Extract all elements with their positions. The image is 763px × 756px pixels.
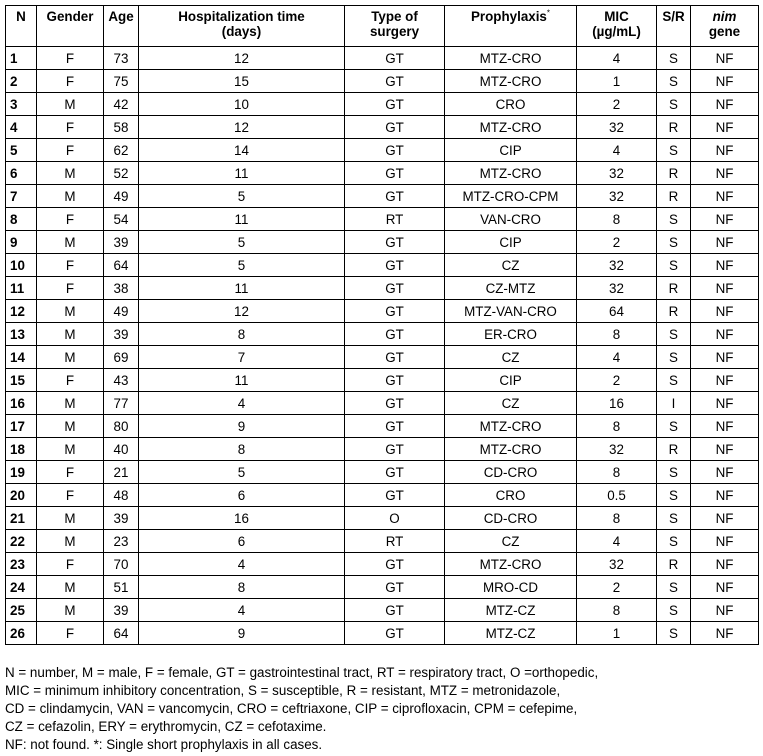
cell-n: 24	[6, 576, 37, 599]
cell-mic: 4	[577, 346, 657, 369]
cell-gender: F	[37, 70, 104, 93]
cell-mic: 8	[577, 599, 657, 622]
cell-mic: 0.5	[577, 484, 657, 507]
cell-type-of-surgery: GT	[345, 139, 445, 162]
table-row	[6, 392, 759, 415]
cell-n: 13	[6, 323, 37, 346]
header-hospitalization-line2: (days)	[221, 24, 262, 39]
cell-n: 19	[6, 461, 37, 484]
cell-sr: S	[657, 70, 691, 93]
cell-mic: 8	[577, 323, 657, 346]
cell-gender: M	[37, 438, 104, 461]
cell-gender: M	[37, 415, 104, 438]
cell-n: 11	[6, 277, 37, 300]
table-row	[6, 277, 759, 300]
cell-sr: S	[657, 93, 691, 116]
header-n: N	[6, 6, 37, 47]
cell-type-of-surgery: GT	[345, 231, 445, 254]
cell-type-of-surgery: GT	[345, 162, 445, 185]
cell-prophylaxis: MTZ-CRO	[445, 553, 577, 576]
table-footnotes	[5, 664, 758, 754]
cell-prophylaxis: MTZ-CRO	[445, 70, 577, 93]
cell-nim-gene: NF	[691, 70, 759, 93]
cell-age: 54	[104, 208, 139, 231]
cell-type-of-surgery: GT	[345, 254, 445, 277]
cell-nim-gene: NF	[691, 47, 759, 70]
cell-hospitalization-time: 9	[139, 415, 345, 438]
table-row	[6, 139, 759, 162]
cell-mic: 2	[577, 369, 657, 392]
header-surgery-line1: Type of	[371, 9, 418, 24]
cell-prophylaxis: CRO	[445, 93, 577, 116]
cell-nim-gene: NF	[691, 93, 759, 116]
cell-type-of-surgery: GT	[345, 323, 445, 346]
header-nim-line2: gene	[708, 24, 741, 39]
cell-type-of-surgery: GT	[345, 392, 445, 415]
table-row	[6, 185, 759, 208]
cell-prophylaxis: CZ-MTZ	[445, 277, 577, 300]
cell-prophylaxis: CD-CRO	[445, 461, 577, 484]
cell-n: 10	[6, 254, 37, 277]
table-row	[6, 116, 759, 139]
header-type-of-surgery	[345, 6, 445, 47]
cell-n: 23	[6, 553, 37, 576]
cell-n: 22	[6, 530, 37, 553]
cell-age: 73	[104, 47, 139, 70]
cell-nim-gene: NF	[691, 461, 759, 484]
cell-mic: 8	[577, 461, 657, 484]
cell-mic: 4	[577, 139, 657, 162]
cell-type-of-surgery: RT	[345, 530, 445, 553]
cell-nim-gene: NF	[691, 553, 759, 576]
table-row	[6, 70, 759, 93]
cell-nim-gene: NF	[691, 208, 759, 231]
footnote-line: CZ = cefazolin, ERY = erythromycin, CZ = cefotaxime.	[5, 719, 327, 734]
cell-n: 21	[6, 507, 37, 530]
header-mic-line1: MIC	[604, 9, 629, 24]
cell-age: 75	[104, 70, 139, 93]
cell-sr: S	[657, 576, 691, 599]
table-row	[6, 208, 759, 231]
cell-prophylaxis: MTZ-CZ	[445, 622, 577, 645]
cell-nim-gene: NF	[691, 254, 759, 277]
cell-n: 17	[6, 415, 37, 438]
cell-sr: S	[657, 415, 691, 438]
cell-mic: 32	[577, 553, 657, 576]
cell-age: 52	[104, 162, 139, 185]
cell-mic: 32	[577, 162, 657, 185]
cell-age: 49	[104, 300, 139, 323]
table-row	[6, 346, 759, 369]
cell-sr: R	[657, 116, 691, 139]
cell-age: 23	[104, 530, 139, 553]
cell-type-of-surgery: GT	[345, 553, 445, 576]
cell-hospitalization-time: 8	[139, 576, 345, 599]
cell-age: 39	[104, 231, 139, 254]
header-sr: S/R	[657, 6, 691, 47]
cell-n: 6	[6, 162, 37, 185]
cell-age: 38	[104, 277, 139, 300]
cell-type-of-surgery: GT	[345, 346, 445, 369]
header-mic-line2: (µg/mL)	[592, 24, 641, 39]
cell-hospitalization-time: 11	[139, 208, 345, 231]
cell-hospitalization-time: 8	[139, 438, 345, 461]
cell-gender: M	[37, 93, 104, 116]
cell-mic: 32	[577, 254, 657, 277]
patients-table	[5, 5, 759, 645]
cell-sr: S	[657, 484, 691, 507]
cell-mic: 32	[577, 185, 657, 208]
cell-age: 49	[104, 185, 139, 208]
cell-sr: R	[657, 277, 691, 300]
cell-hospitalization-time: 15	[139, 70, 345, 93]
cell-age: 70	[104, 553, 139, 576]
cell-hospitalization-time: 12	[139, 300, 345, 323]
cell-hospitalization-time: 9	[139, 622, 345, 645]
cell-hospitalization-time: 7	[139, 346, 345, 369]
cell-gender: M	[37, 300, 104, 323]
cell-nim-gene: NF	[691, 507, 759, 530]
cell-nim-gene: NF	[691, 231, 759, 254]
header-surgery-line2: surgery	[369, 24, 420, 39]
cell-nim-gene: NF	[691, 185, 759, 208]
cell-mic: 32	[577, 277, 657, 300]
cell-sr: R	[657, 438, 691, 461]
table-body	[6, 47, 759, 645]
table-row	[6, 162, 759, 185]
cell-prophylaxis: MTZ-VAN-CRO	[445, 300, 577, 323]
cell-hospitalization-time: 10	[139, 93, 345, 116]
header-hospitalization-time	[139, 6, 345, 47]
cell-type-of-surgery: GT	[345, 438, 445, 461]
cell-gender: F	[37, 116, 104, 139]
table-row	[6, 530, 759, 553]
cell-nim-gene: NF	[691, 369, 759, 392]
cell-sr: R	[657, 185, 691, 208]
cell-prophylaxis: MTZ-CRO	[445, 47, 577, 70]
cell-type-of-surgery: GT	[345, 415, 445, 438]
table-row	[6, 93, 759, 116]
cell-age: 80	[104, 415, 139, 438]
cell-sr: S	[657, 622, 691, 645]
cell-sr: S	[657, 139, 691, 162]
cell-type-of-surgery: GT	[345, 622, 445, 645]
cell-age: 62	[104, 139, 139, 162]
cell-hospitalization-time: 11	[139, 162, 345, 185]
cell-sr: I	[657, 392, 691, 415]
cell-prophylaxis: MRO-CD	[445, 576, 577, 599]
cell-gender: F	[37, 47, 104, 70]
cell-age: 77	[104, 392, 139, 415]
cell-nim-gene: NF	[691, 346, 759, 369]
cell-prophylaxis: CZ	[445, 254, 577, 277]
cell-age: 64	[104, 254, 139, 277]
cell-n: 7	[6, 185, 37, 208]
cell-gender: M	[37, 231, 104, 254]
cell-type-of-surgery: GT	[345, 93, 445, 116]
cell-hospitalization-time: 12	[139, 47, 345, 70]
cell-type-of-surgery: RT	[345, 208, 445, 231]
cell-prophylaxis: CZ	[445, 392, 577, 415]
cell-age: 39	[104, 323, 139, 346]
table-row	[6, 553, 759, 576]
cell-hospitalization-time: 5	[139, 254, 345, 277]
cell-gender: M	[37, 185, 104, 208]
table-row	[6, 622, 759, 645]
cell-prophylaxis: CIP	[445, 139, 577, 162]
cell-gender: M	[37, 392, 104, 415]
cell-hospitalization-time: 5	[139, 461, 345, 484]
cell-prophylaxis: CZ	[445, 346, 577, 369]
cell-hospitalization-time: 4	[139, 553, 345, 576]
cell-nim-gene: NF	[691, 300, 759, 323]
table-row	[6, 415, 759, 438]
cell-hospitalization-time: 11	[139, 369, 345, 392]
table-row	[6, 576, 759, 599]
cell-type-of-surgery: GT	[345, 70, 445, 93]
cell-hospitalization-time: 4	[139, 392, 345, 415]
table-row	[6, 507, 759, 530]
cell-nim-gene: NF	[691, 323, 759, 346]
header-prophylaxis-superscript: *	[546, 8, 551, 18]
cell-hospitalization-time: 6	[139, 530, 345, 553]
table-row	[6, 484, 759, 507]
header-prophylaxis	[445, 6, 577, 47]
cell-n: 26	[6, 622, 37, 645]
cell-n: 3	[6, 93, 37, 116]
cell-type-of-surgery: GT	[345, 300, 445, 323]
cell-nim-gene: NF	[691, 438, 759, 461]
footnote-line: MIC = minimum inhibitory concentration, S = susceptible, R = resistant, MTZ = metronidazole,	[5, 683, 561, 698]
table-row	[6, 47, 759, 70]
cell-type-of-surgery: GT	[345, 47, 445, 70]
cell-sr: S	[657, 323, 691, 346]
cell-prophylaxis: ER-CRO	[445, 323, 577, 346]
cell-sr: R	[657, 553, 691, 576]
table-row	[6, 461, 759, 484]
cell-sr: S	[657, 47, 691, 70]
cell-prophylaxis: MTZ-CRO	[445, 438, 577, 461]
cell-mic: 2	[577, 93, 657, 116]
cell-mic: 8	[577, 208, 657, 231]
table-row	[6, 369, 759, 392]
cell-gender: F	[37, 369, 104, 392]
cell-n: 12	[6, 300, 37, 323]
cell-sr: S	[657, 231, 691, 254]
cell-hospitalization-time: 6	[139, 484, 345, 507]
header-mic	[577, 6, 657, 47]
cell-prophylaxis: VAN-CRO	[445, 208, 577, 231]
cell-age: 21	[104, 461, 139, 484]
cell-mic: 32	[577, 116, 657, 139]
cell-mic: 8	[577, 507, 657, 530]
header-hospitalization-line1: Hospitalization time	[178, 9, 305, 24]
cell-hospitalization-time: 5	[139, 231, 345, 254]
cell-sr: R	[657, 300, 691, 323]
cell-n: 20	[6, 484, 37, 507]
cell-gender: F	[37, 139, 104, 162]
cell-age: 64	[104, 622, 139, 645]
cell-age: 39	[104, 599, 139, 622]
footnote-line: N = number, M = male, F = female, GT = gastrointestinal tract, RT = respiratory tract, O =orthopedic,	[5, 665, 599, 680]
cell-sr: S	[657, 599, 691, 622]
cell-nim-gene: NF	[691, 162, 759, 185]
cell-gender: M	[37, 323, 104, 346]
cell-type-of-surgery: GT	[345, 185, 445, 208]
cell-age: 43	[104, 369, 139, 392]
cell-gender: F	[37, 254, 104, 277]
cell-mic: 16	[577, 392, 657, 415]
cell-nim-gene: NF	[691, 484, 759, 507]
cell-prophylaxis: CRO	[445, 484, 577, 507]
header-nim-line1: nim	[712, 9, 737, 24]
cell-hospitalization-time: 4	[139, 599, 345, 622]
cell-gender: F	[37, 553, 104, 576]
cell-gender: M	[37, 576, 104, 599]
cell-mic: 32	[577, 438, 657, 461]
cell-type-of-surgery: GT	[345, 599, 445, 622]
cell-nim-gene: NF	[691, 599, 759, 622]
cell-n: 1	[6, 47, 37, 70]
cell-nim-gene: NF	[691, 415, 759, 438]
cell-prophylaxis: MTZ-CRO	[445, 116, 577, 139]
cell-sr: S	[657, 369, 691, 392]
cell-type-of-surgery: GT	[345, 116, 445, 139]
header-gender: Gender	[37, 6, 104, 47]
cell-age: 69	[104, 346, 139, 369]
cell-nim-gene: NF	[691, 576, 759, 599]
cell-nim-gene: NF	[691, 392, 759, 415]
cell-age: 48	[104, 484, 139, 507]
cell-age: 40	[104, 438, 139, 461]
cell-n: 15	[6, 369, 37, 392]
cell-mic: 2	[577, 231, 657, 254]
cell-type-of-surgery: GT	[345, 369, 445, 392]
cell-mic: 1	[577, 70, 657, 93]
cell-prophylaxis: CIP	[445, 369, 577, 392]
cell-n: 18	[6, 438, 37, 461]
cell-n: 16	[6, 392, 37, 415]
cell-type-of-surgery: GT	[345, 484, 445, 507]
cell-type-of-surgery: GT	[345, 277, 445, 300]
footnote-line: NF: not found. *: Single short prophylaxis in all cases.	[5, 737, 323, 752]
cell-gender: M	[37, 162, 104, 185]
table-row	[6, 438, 759, 461]
cell-age: 51	[104, 576, 139, 599]
cell-prophylaxis: MTZ-CZ	[445, 599, 577, 622]
cell-hospitalization-time: 12	[139, 116, 345, 139]
cell-sr: S	[657, 254, 691, 277]
cell-type-of-surgery: GT	[345, 576, 445, 599]
cell-n: 4	[6, 116, 37, 139]
cell-gender: F	[37, 484, 104, 507]
cell-gender: F	[37, 622, 104, 645]
cell-n: 5	[6, 139, 37, 162]
table-row	[6, 599, 759, 622]
cell-mic: 1	[577, 622, 657, 645]
cell-mic: 64	[577, 300, 657, 323]
cell-nim-gene: NF	[691, 530, 759, 553]
cell-mic: 4	[577, 47, 657, 70]
cell-type-of-surgery: O	[345, 507, 445, 530]
header-age: Age	[104, 6, 139, 47]
cell-prophylaxis: MTZ-CRO	[445, 415, 577, 438]
cell-sr: S	[657, 208, 691, 231]
cell-hospitalization-time: 16	[139, 507, 345, 530]
cell-prophylaxis: MTZ-CRO-CPM	[445, 185, 577, 208]
cell-sr: R	[657, 162, 691, 185]
cell-n: 9	[6, 231, 37, 254]
cell-gender: M	[37, 507, 104, 530]
cell-gender: M	[37, 530, 104, 553]
cell-hospitalization-time: 5	[139, 185, 345, 208]
cell-sr: S	[657, 346, 691, 369]
cell-n: 2	[6, 70, 37, 93]
cell-gender: F	[37, 461, 104, 484]
cell-hospitalization-time: 8	[139, 323, 345, 346]
table-row	[6, 323, 759, 346]
cell-mic: 8	[577, 415, 657, 438]
cell-sr: S	[657, 530, 691, 553]
footnote-line: CD = clindamycin, VAN = vancomycin, CRO = ceftriaxone, CIP = ciprofloxacin, CPM = cefepime,	[5, 701, 578, 716]
cell-mic: 2	[577, 576, 657, 599]
table-header-row	[6, 6, 759, 47]
cell-gender: F	[37, 208, 104, 231]
cell-gender: M	[37, 599, 104, 622]
cell-n: 14	[6, 346, 37, 369]
cell-nim-gene: NF	[691, 139, 759, 162]
cell-prophylaxis: CZ	[445, 530, 577, 553]
cell-n: 25	[6, 599, 37, 622]
cell-sr: S	[657, 461, 691, 484]
table-row	[6, 254, 759, 277]
cell-age: 42	[104, 93, 139, 116]
cell-gender: M	[37, 346, 104, 369]
cell-type-of-surgery: GT	[345, 461, 445, 484]
cell-nim-gene: NF	[691, 116, 759, 139]
cell-sr: S	[657, 507, 691, 530]
table-row	[6, 300, 759, 323]
table-row	[6, 231, 759, 254]
cell-age: 58	[104, 116, 139, 139]
cell-age: 39	[104, 507, 139, 530]
cell-prophylaxis: CIP	[445, 231, 577, 254]
header-nim-gene	[691, 6, 759, 47]
cell-mic: 4	[577, 530, 657, 553]
header-prophylaxis-label: Prophylaxis	[470, 9, 547, 24]
cell-gender: F	[37, 277, 104, 300]
cell-prophylaxis: CD-CRO	[445, 507, 577, 530]
cell-nim-gene: NF	[691, 622, 759, 645]
cell-nim-gene: NF	[691, 277, 759, 300]
cell-prophylaxis: MTZ-CRO	[445, 162, 577, 185]
cell-hospitalization-time: 14	[139, 139, 345, 162]
cell-hospitalization-time: 11	[139, 277, 345, 300]
cell-n: 8	[6, 208, 37, 231]
